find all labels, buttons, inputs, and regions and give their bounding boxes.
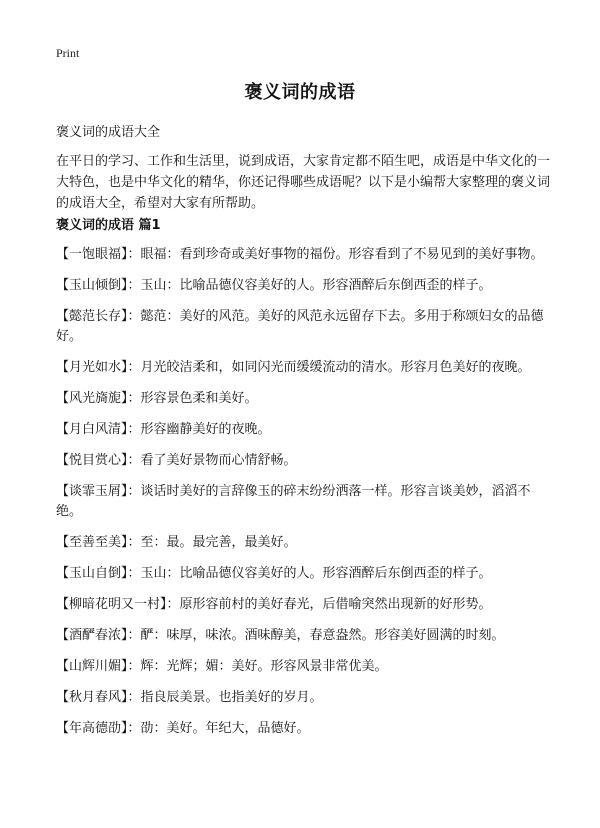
- page-title: 褒义词的成语: [244, 82, 356, 103]
- idiom-entry: 【懿范长存】：懿范：美好的风范。美好的风范永远留存下去。多用于称颂妇女的品德好。: [56, 309, 544, 344]
- idiom-entry: 【月白风清】：形容幽静美好的夜晚。: [56, 422, 271, 437]
- idiom-entry: 【玉山倾倒】：玉山：比喻品德仪容美好的人。形容酒醉后东倒西歪的样子。: [56, 278, 492, 293]
- idiom-entry: 【秋月春风】：指良辰美景。也指美好的岁月。: [56, 690, 323, 705]
- idiom-entry: 【柳暗花明又一村】：原形容前村的美好春光，后借喻突然出现新的好形势。: [56, 597, 492, 612]
- idiom-entry: 【至善至美】：至：最。最完善，最美好。: [56, 535, 297, 550]
- idiom-entry: 【一饱眼福】：眼福：看到珍奇或美好事物的福份。形容看到了不易见到的美好事物。: [56, 247, 544, 262]
- idiom-entry: 【谈霏玉屑】：谈话时美好的言辞像玉的碎末纷纷洒落一样。形容言谈美妙，滔滔不绝。: [56, 484, 531, 519]
- idiom-entry: 【山辉川媚】：辉：光辉；媚：美好。形容风景非常优美。: [56, 659, 388, 674]
- print-label: Print: [56, 46, 80, 60]
- idiom-entry: 【月光如水】：月光皎洁柔和，如同闪光而缓缓流动的清水。形容月色美好的夜晚。: [56, 360, 531, 375]
- intro-paragraph: 在平日的学习、工作和生活里，说到成语，大家肯定都不陌生吧，成语是中华文化的一大特色，也是中华文化的精华，你还记得哪些成语呢？以下是小编帮大家整理的褒义词的成语大全，希望对大家有所帮助。: [56, 154, 551, 211]
- idiom-entry: 【年高德劭】：劭：美好。年纪大，品德好。: [56, 721, 310, 736]
- idiom-entry: 【玉山自倒】：玉山：比喻品德仪容美好的人。形容酒醉后东倒西歪的样子。: [56, 566, 492, 581]
- idiom-entry: 【酒酽春浓】：酽：味厚，味浓。酒味醇美，春意盎然。形容美好圆满的时刻。: [56, 628, 505, 643]
- idiom-entry: 【悦目赏心】：看了美好景物而心情舒畅。: [56, 453, 297, 468]
- document-subtitle: 褒义词的成语大全: [56, 125, 161, 140]
- idiom-list: [56, 245, 556, 750]
- section-heading: 褒义词的成语 篇1: [56, 218, 161, 233]
- idiom-entry: 【风光旖旎】：形容景色柔和美好。: [56, 391, 258, 406]
